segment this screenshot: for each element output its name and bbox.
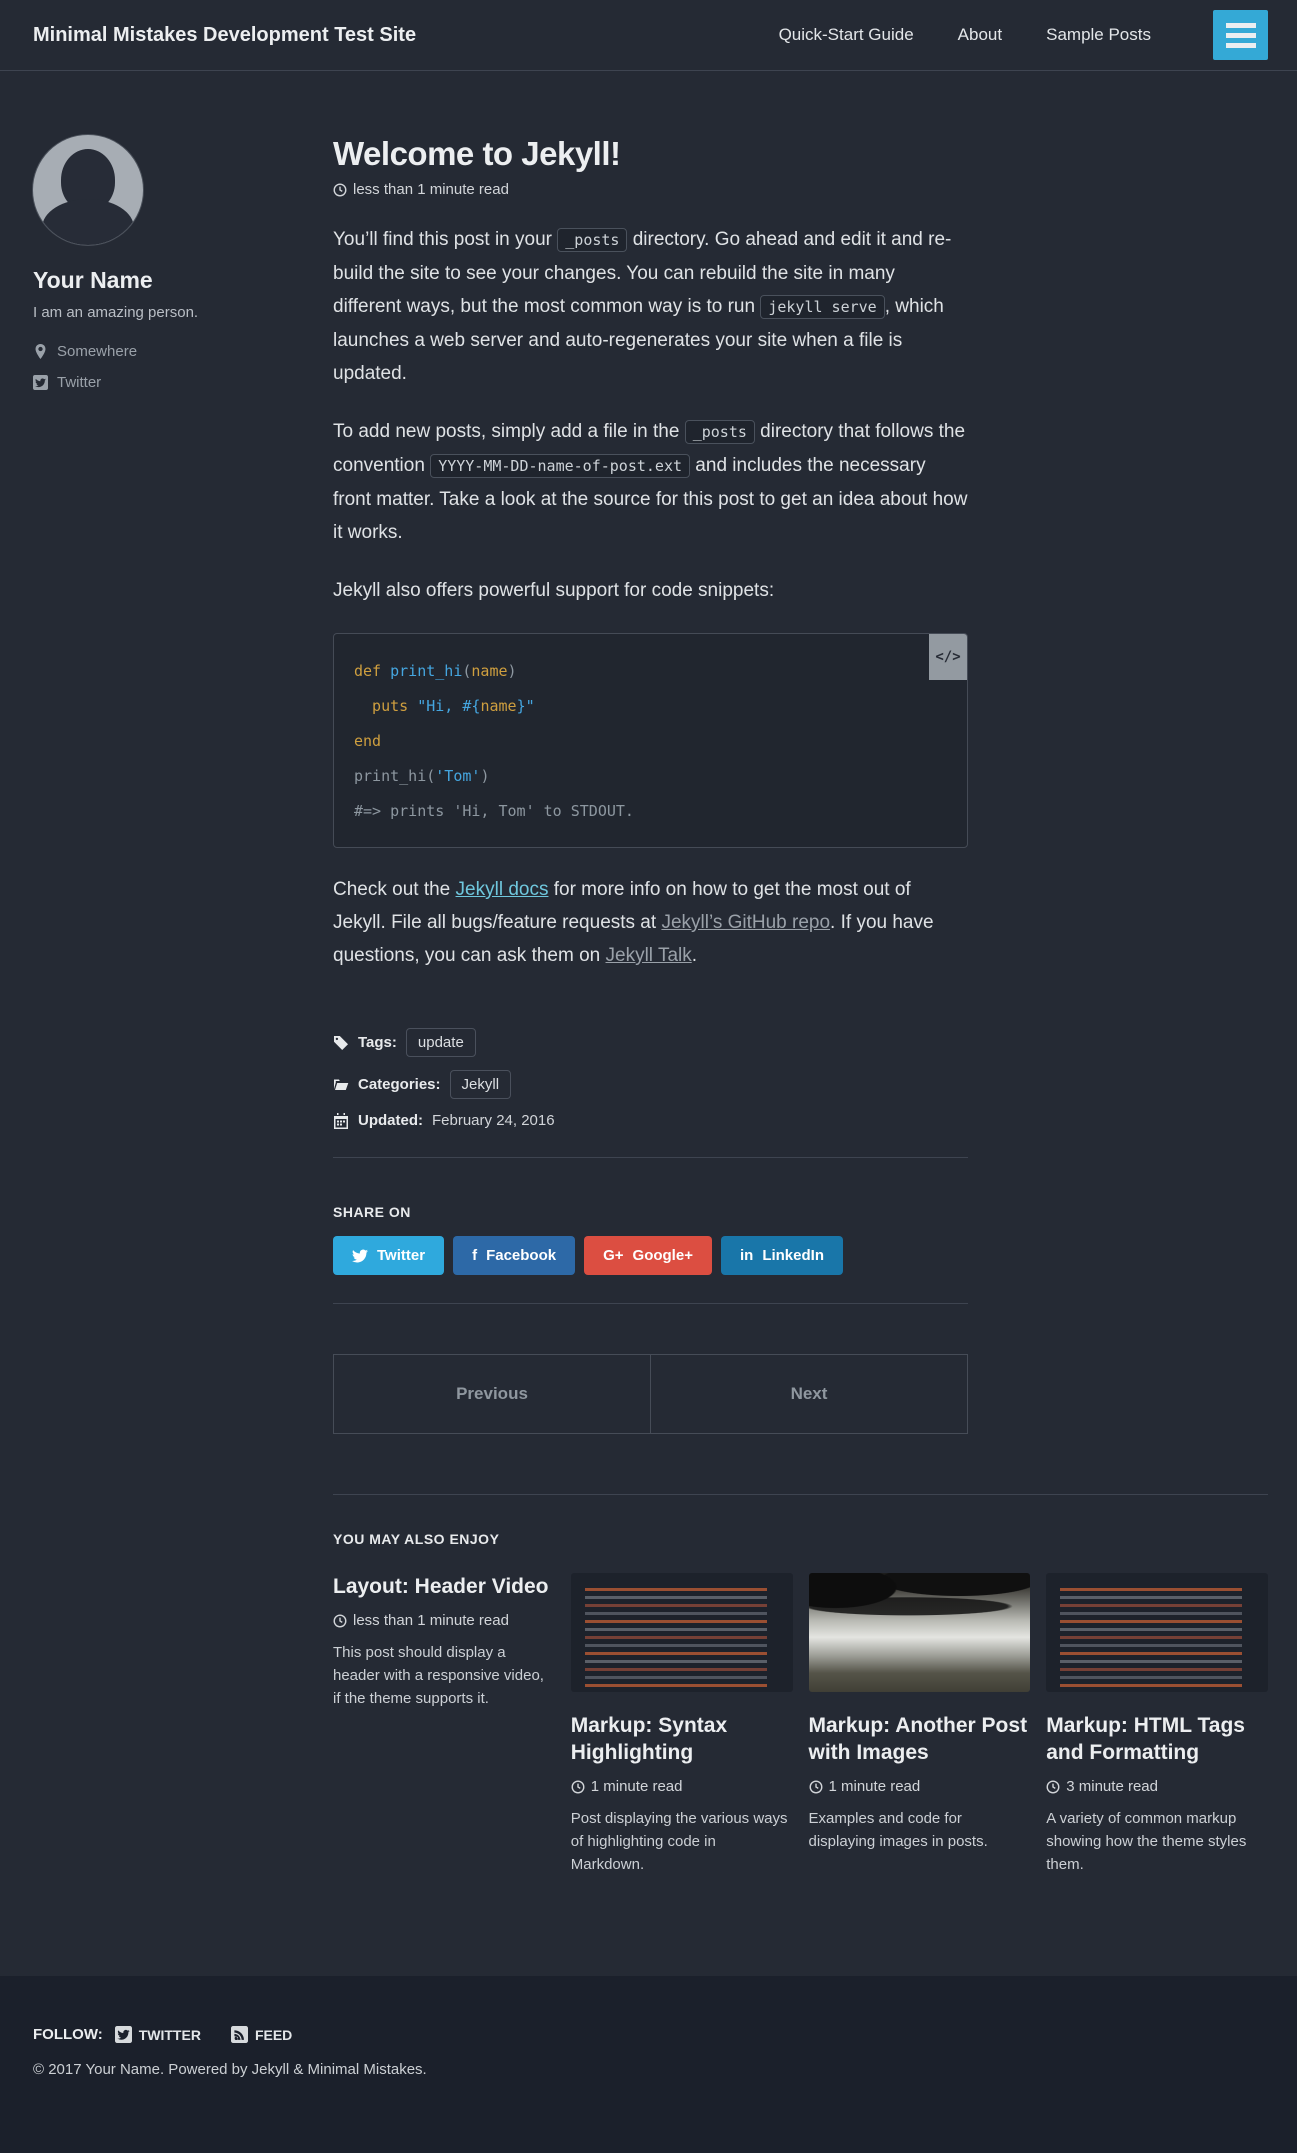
clock-icon [333, 183, 347, 197]
read-time-label: less than 1 minute read [353, 1612, 509, 1629]
author-location: Somewhere [57, 343, 138, 360]
categories-row [333, 1070, 968, 1099]
clock-icon [1046, 1780, 1060, 1794]
updated-date: February 24, 2016 [432, 1112, 555, 1129]
googleplus-icon: G+ [603, 1247, 624, 1264]
share-section [333, 1204, 968, 1275]
inline-code: YYYY-MM-DD-name-of-post.ext [430, 454, 690, 478]
paragraph-2 [333, 415, 968, 549]
read-time-label: less than 1 minute read [353, 181, 509, 198]
share-heading: SHARE ON [333, 1204, 411, 1220]
share-googleplus-button[interactable] [584, 1236, 712, 1275]
text-run: directory that follows the convention [333, 421, 966, 476]
next-post-button[interactable]: Next [650, 1354, 968, 1434]
text-run: To add new posts, simply add a file in the [333, 421, 685, 442]
updated-label: Updated: [358, 1112, 423, 1129]
related-post-card [809, 1573, 1031, 1876]
inline-code: _posts [557, 228, 627, 252]
inline-code: _posts [685, 420, 755, 444]
author-location-row [33, 343, 233, 360]
divider [333, 1303, 968, 1304]
twitter-icon [352, 1249, 368, 1263]
tags-label: Tags: [358, 1034, 397, 1051]
nav-about[interactable]: About [957, 25, 1003, 44]
twitter-icon [33, 375, 48, 390]
author-name: Your Name [33, 267, 153, 293]
share-buttons [333, 1236, 968, 1275]
related-post-read-time [571, 1778, 793, 1795]
related-post-read-time [333, 1612, 555, 1629]
related-post-excerpt: Examples and code for displaying images in posts. [808, 1810, 988, 1850]
categories-label: Categories: [358, 1076, 441, 1093]
code-line: def print_hi(name) [354, 662, 517, 680]
related-post-thumbnail-code [1046, 1573, 1268, 1692]
author-sidebar [33, 135, 233, 1876]
related-post-card [333, 1573, 555, 1876]
page-taxonomy [333, 1028, 968, 1129]
share-button-label: LinkedIn [762, 1247, 824, 1264]
related-post-excerpt: This post should display a header with a responsive video, if the theme supports it. [333, 1644, 544, 1707]
related-post-title[interactable]: Markup: HTML Tags and Formatting [1046, 1714, 1245, 1764]
hamburger-icon [1226, 23, 1256, 48]
related-post-thumbnail-photo [809, 1573, 1031, 1692]
paragraph-4 [333, 873, 968, 972]
text-run: You’ll find this post in your [333, 229, 558, 250]
related-posts-section [333, 1531, 1268, 1876]
footer-link-label: TWITTER [138, 2026, 201, 2043]
author-twitter-link[interactable]: Twitter [57, 374, 102, 391]
related-post-title[interactable]: Markup: Another Post with Images [808, 1714, 1028, 1764]
divider [333, 1494, 1268, 1495]
text-run: for more info on how to get the most out of Jekyll. File all bugs/feature requests at [333, 879, 911, 933]
author-bio: I am an amazing person. [33, 304, 199, 321]
previous-post-button[interactable]: Previous [333, 1354, 651, 1434]
share-linkedin-button[interactable] [721, 1236, 843, 1275]
menu-toggle-button[interactable] [1213, 10, 1268, 60]
related-post-thumbnail-code [571, 1573, 793, 1692]
related-post-title[interactable]: Markup: Syntax Highlighting [570, 1714, 728, 1764]
paragraph-1 [333, 223, 968, 390]
facebook-icon: f [472, 1247, 478, 1264]
text-run: directory. Go ahead and edit it and re-build the site to see your changes. You can rebuild the site in many different ways, but the most common way is to run [333, 229, 952, 317]
page-title: Welcome to Jekyll! [333, 135, 621, 172]
text-run: and includes the necessary front matter. Take a look at the source for this post to get an idea about how it works. [333, 455, 968, 543]
copyright: © 2017 Your Name. Powered by Jekyll & Minimal Mistakes. [33, 2061, 427, 2078]
tags-icon [333, 1035, 349, 1051]
follow-row [33, 2026, 1264, 2043]
code-block [333, 633, 968, 848]
jekyll-docs-link[interactable]: Jekyll docs [455, 879, 549, 900]
clock-icon [571, 1780, 585, 1794]
post-pagination [333, 1354, 968, 1434]
paragraph-3: Jekyll also offers powerful support for code snippets: [333, 580, 775, 601]
read-time-label: 1 minute read [590, 1778, 683, 1795]
related-post-card [1046, 1573, 1268, 1876]
related-post-read-time [1046, 1778, 1268, 1795]
post-body [333, 135, 968, 1434]
site-title[interactable]: Minimal Mistakes Development Test Site [33, 23, 417, 46]
avatar [33, 135, 143, 245]
footer-link-label: FEED [254, 2026, 293, 2043]
page-body [0, 71, 1297, 1876]
code-line: print_hi('Tom') [354, 767, 490, 785]
related-posts-heading: YOU MAY ALSO ENJOY [333, 1531, 500, 1547]
share-facebook-button[interactable] [453, 1236, 575, 1275]
calendar-icon [333, 1113, 349, 1129]
rss-icon [231, 2026, 248, 2043]
nav-quick-start-guide[interactable]: Quick-Start Guide [778, 25, 914, 44]
share-twitter-button[interactable] [333, 1236, 444, 1275]
text-run: , which launches a web server and auto-regenerates your site when a file is updated. [333, 296, 944, 384]
read-time-label: 1 minute read [828, 1778, 921, 1795]
site-footer [0, 1976, 1297, 2153]
related-post-excerpt: A variety of common markup showing how the theme styles them. [1046, 1810, 1247, 1873]
share-button-label: Facebook [486, 1247, 557, 1264]
masthead [0, 0, 1297, 71]
clock-icon [809, 1780, 823, 1794]
clock-icon [333, 1614, 347, 1628]
updated-row [333, 1112, 968, 1129]
code-line: end [354, 732, 382, 750]
location-pin-icon [33, 344, 48, 359]
related-post-card [571, 1573, 793, 1876]
folder-open-icon [333, 1077, 349, 1093]
jekyll-github-repo-link[interactable]: Jekyll’s GitHub repo [661, 912, 831, 933]
follow-label: FOLLOW: [33, 2026, 103, 2043]
share-button-label: Twitter [377, 1247, 426, 1264]
divider [333, 1157, 968, 1158]
text-run: Check out the [333, 879, 456, 900]
linkedin-icon: in [739, 1247, 754, 1264]
author-twitter-row [33, 374, 233, 391]
jekyll-talk-link[interactable]: Jekyll Talk [605, 945, 692, 966]
primary-nav [779, 25, 1151, 45]
share-button-label: Google+ [632, 1247, 693, 1264]
read-time [333, 181, 968, 198]
related-post-title[interactable]: Layout: Header Video [333, 1575, 549, 1598]
text-run: . If you have questions, you can ask them on [333, 912, 934, 966]
avatar-silhouette-shoulders [42, 199, 134, 245]
code-language-icon: </> [929, 634, 967, 680]
code-line: puts "Hi, #{name}" [354, 697, 535, 715]
related-post-read-time [809, 1778, 1031, 1795]
inline-code: jekyll serve [760, 295, 884, 319]
nav-sample-posts[interactable]: Sample Posts [1046, 25, 1151, 44]
footer-feed-link[interactable] [231, 2026, 292, 2043]
read-time-label: 3 minute read [1066, 1778, 1158, 1795]
footer-twitter-link[interactable] [115, 2026, 201, 2043]
tag-update[interactable]: update [406, 1028, 476, 1057]
code-line: #=> prints 'Hi, Tom' to STDOUT. [354, 802, 634, 820]
twitter-icon [115, 2026, 132, 2043]
related-post-excerpt: Post displaying the various ways of highlighting code in Markdown. [570, 1810, 788, 1873]
category-jekyll[interactable]: Jekyll [450, 1070, 512, 1099]
article [333, 135, 1268, 1876]
related-posts-grid [333, 1573, 1268, 1876]
text-run: . [691, 945, 698, 966]
tags-row [333, 1028, 968, 1057]
